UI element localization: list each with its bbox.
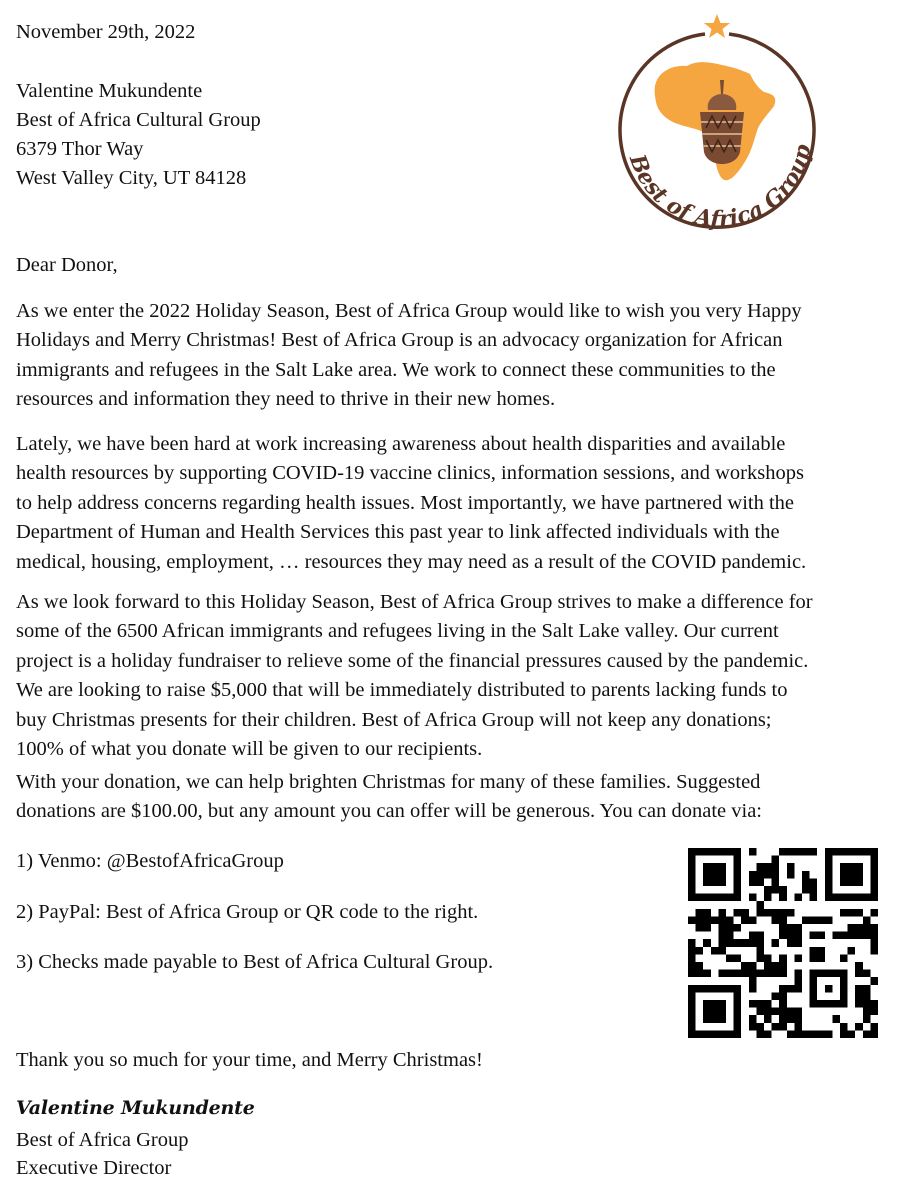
qr-module	[772, 939, 780, 947]
qr-module	[756, 947, 764, 955]
qr-module	[779, 894, 787, 902]
qr-module	[810, 1030, 818, 1038]
qr-module	[756, 1000, 764, 1008]
qr-module	[794, 1008, 802, 1016]
qr-module	[734, 939, 742, 947]
qr-module	[741, 939, 749, 947]
qr-module	[794, 977, 802, 985]
paragraph-2-line: Department of Human and Health Services this past year to link affected individuals with the	[16, 521, 780, 544]
qr-module	[779, 962, 787, 970]
qr-module	[764, 962, 772, 970]
qr-module	[718, 924, 726, 932]
sender-street: 6379 Thor Way	[16, 138, 144, 160]
paragraph-4-line: donations are $100.00, but any amount you can offer will be generous. You can donate via:	[16, 800, 762, 823]
qr-module	[749, 977, 757, 985]
qr-module	[779, 909, 787, 917]
qr-module	[870, 939, 878, 947]
qr-module	[734, 970, 742, 978]
qr-module	[726, 939, 734, 947]
qr-module	[810, 932, 818, 940]
qr-module	[870, 977, 878, 985]
qr-module	[756, 901, 764, 909]
qr-module	[855, 909, 863, 917]
qr-module	[696, 924, 704, 932]
qr-module	[855, 985, 863, 993]
best-of-africa-group-logo	[602, 10, 832, 240]
qr-module	[779, 992, 787, 1000]
qr-module	[863, 924, 871, 932]
qr-module	[764, 1015, 772, 1023]
qr-module	[863, 1015, 871, 1023]
qr-module	[787, 871, 795, 879]
qr-module	[787, 848, 795, 856]
qr-module	[772, 962, 780, 970]
qr-module	[870, 947, 878, 955]
qr-module	[688, 916, 696, 924]
qr-module	[787, 1030, 795, 1038]
paragraph-3-line: We are looking to raise $5,000 that will be immediately distributed to parents lacking funds to	[16, 679, 788, 702]
paragraph-3-line: 100% of what you donate will be given to our recipients.	[16, 738, 483, 761]
qr-module	[794, 848, 802, 856]
qr-module	[703, 970, 711, 978]
qr-module	[756, 871, 764, 879]
qr-module	[870, 1030, 878, 1038]
qr-module	[832, 1015, 840, 1023]
qr-module	[802, 886, 810, 894]
qr-module	[810, 954, 818, 962]
qr-module	[794, 1023, 802, 1031]
qr-module	[741, 970, 749, 978]
qr-module	[832, 932, 840, 940]
qr-module	[703, 939, 711, 947]
qr-module	[794, 939, 802, 947]
qr-module	[688, 954, 696, 962]
signature-org: Best of Africa Group	[16, 1129, 189, 1151]
qr-module	[810, 886, 818, 894]
qr-module	[840, 954, 848, 962]
qr-module	[718, 916, 726, 924]
qr-module	[802, 878, 810, 886]
paragraph-3-line: As we look forward to this Holiday Season, Best of Africa Group strives to make a difference for	[16, 591, 813, 613]
signature-script: Valentine Mukundente	[16, 1097, 255, 1119]
qr-module	[855, 1023, 863, 1031]
qr-module	[756, 939, 764, 947]
star-icon	[704, 14, 730, 38]
qr-module	[779, 985, 787, 993]
letter-date: November 29th, 2022	[16, 21, 196, 43]
qr-module	[688, 947, 696, 955]
qr-module	[711, 916, 719, 924]
qr-module	[756, 1008, 764, 1016]
qr-module	[764, 1000, 772, 1008]
qr-module	[749, 894, 757, 902]
qr-module	[718, 970, 726, 978]
qr-module	[848, 947, 856, 955]
qr-module	[764, 970, 772, 978]
qr-module	[772, 1023, 780, 1031]
qr-module	[779, 970, 787, 978]
paragraph-2-line: health resources by supporting COVID-19 vaccine clinics, information sessions, and workshops	[16, 462, 804, 485]
qr-module	[764, 863, 772, 871]
qr-module	[749, 970, 757, 978]
qr-module	[863, 1008, 871, 1016]
qr-module	[756, 863, 764, 871]
qr-module	[787, 909, 795, 917]
qr-module	[863, 992, 871, 1000]
qr-module	[688, 962, 696, 970]
qr-module	[779, 1015, 787, 1023]
qr-module	[855, 932, 863, 940]
qr-module	[718, 947, 726, 955]
qr-module	[749, 916, 757, 924]
sender-org: Best of Africa Cultural Group	[16, 109, 261, 131]
qr-module	[817, 932, 825, 940]
qr-module	[749, 871, 757, 879]
qr-module	[749, 878, 757, 886]
qr-module	[749, 848, 757, 856]
qr-module	[794, 894, 802, 902]
qr-module	[749, 932, 757, 940]
qr-module	[848, 932, 856, 940]
qr-module	[779, 848, 787, 856]
salutation: Dear Donor,	[16, 254, 118, 276]
qr-module	[870, 932, 878, 940]
paragraph-2-line: medical, housing, employment, … resources they may need as a result of the COVID pandemic.	[16, 550, 807, 573]
qr-module	[764, 871, 772, 879]
qr-module	[787, 863, 795, 871]
qr-module	[840, 932, 848, 940]
qr-module	[870, 1000, 878, 1008]
qr-module	[718, 909, 726, 917]
qr-module	[870, 909, 878, 917]
qr-module	[779, 954, 787, 962]
qr-module	[787, 924, 795, 932]
qr-module	[703, 916, 711, 924]
qr-module	[779, 932, 787, 940]
qr-module	[863, 970, 871, 978]
qr-module	[696, 916, 704, 924]
qr-module	[787, 939, 795, 947]
qr-module	[810, 878, 818, 886]
qr-module	[726, 916, 734, 924]
qr-module	[749, 1015, 757, 1023]
qr-module	[825, 1030, 833, 1038]
qr-module	[772, 1008, 780, 1016]
qr-module	[855, 992, 863, 1000]
qr-module	[794, 970, 802, 978]
qr-module	[779, 924, 787, 932]
qr-module	[741, 909, 749, 917]
paragraph-1-line: immigrants and refugees in the Salt Lake area. We work to connect these communities to the	[16, 358, 776, 381]
qr-module	[840, 1030, 848, 1038]
qr-module	[863, 916, 871, 924]
qr-module	[810, 894, 818, 902]
qr-module	[756, 1023, 764, 1031]
qr-module	[764, 1008, 772, 1016]
qr-module	[870, 1023, 878, 1031]
qr-module	[688, 970, 696, 978]
paragraph-3-line: project is a holiday fundraiser to relieve some of the financial pressures caused by the pandemic.	[16, 649, 809, 672]
paragraph-2-line: to help address concerns regarding health issues. Most importantly, we have partnered with the	[16, 491, 795, 514]
qr-module	[772, 886, 780, 894]
qr-module	[787, 932, 795, 940]
qr-module	[749, 1000, 757, 1008]
qr-module	[817, 916, 825, 924]
qr-module	[741, 962, 749, 970]
qr-module	[756, 954, 764, 962]
qr-module	[741, 916, 749, 924]
qr-module	[779, 1000, 787, 1008]
qr-module	[855, 970, 863, 978]
qr-module	[810, 947, 818, 955]
qr-module	[756, 932, 764, 940]
qr-module	[726, 924, 734, 932]
paragraph-1-line: Holidays and Merry Christmas! Best of Africa Group is an advocacy organization for African	[16, 329, 783, 352]
qr-module	[749, 1023, 757, 1031]
qr-module	[863, 985, 871, 993]
qr-module	[756, 1030, 764, 1038]
paragraph-1-line: resources and information they need to thrive in their new homes.	[16, 388, 556, 411]
qr-module	[703, 909, 711, 917]
qr-module	[802, 916, 810, 924]
qr-module	[749, 939, 757, 947]
qr-module	[772, 970, 780, 978]
qr-module	[863, 932, 871, 940]
qr-module	[756, 909, 764, 917]
paragraph-1	[16, 297, 911, 415]
qr-module	[848, 924, 856, 932]
qr-module	[696, 909, 704, 917]
qr-module	[756, 970, 764, 978]
qr-module	[718, 932, 726, 940]
paragraph-4	[16, 768, 911, 827]
donation-method-paypal: 2) PayPal: Best of Africa Group or QR code to the right.	[16, 901, 479, 923]
signature-title: Executive Director	[16, 1157, 172, 1179]
qr-module	[794, 954, 802, 962]
qr-module	[840, 1023, 848, 1031]
qr-module	[794, 932, 802, 940]
qr-module	[718, 939, 726, 947]
paragraph-2	[16, 430, 911, 577]
paypal-qr-code	[688, 848, 878, 1038]
qr-module	[817, 1030, 825, 1038]
qr-module	[772, 871, 780, 879]
sender-name: Valentine Mukundente	[16, 80, 203, 102]
qr-module	[840, 909, 848, 917]
qr-module	[870, 1008, 878, 1016]
qr-module	[787, 1008, 795, 1016]
qr-module	[726, 932, 734, 940]
paragraph-1-line: As we enter the 2022 Holiday Season, Best of Africa Group would like to wish you very Happy	[16, 300, 802, 322]
qr-module	[711, 947, 719, 955]
qr-module	[764, 1030, 772, 1038]
qr-module	[855, 1000, 863, 1008]
qr-module	[802, 848, 810, 856]
qr-module	[794, 1030, 802, 1038]
qr-module	[772, 992, 780, 1000]
qr-module	[696, 962, 704, 970]
qr-module	[696, 947, 704, 955]
paragraph-3-line: some of the 6500 African immigrants and refugees living in the Salt Lake valley. Our current	[16, 620, 779, 643]
logo-text: Best of Africa Group	[623, 141, 817, 233]
closing-line: Thank you so much for your time, and Merry Christmas!	[16, 1049, 483, 1071]
qr-module	[825, 916, 833, 924]
qr-module	[696, 970, 704, 978]
qr-module	[772, 863, 780, 871]
qr-module	[817, 954, 825, 962]
qr-module	[749, 962, 757, 970]
qr-module	[756, 878, 764, 886]
qr-module	[855, 924, 863, 932]
qr-module	[787, 1015, 795, 1023]
paragraph-3	[16, 588, 911, 764]
qr-module	[870, 924, 878, 932]
qr-module	[764, 909, 772, 917]
qr-module	[764, 954, 772, 962]
paragraph-4-line: With your donation, we can help brighten Christmas for many of these families. Suggested	[16, 771, 761, 793]
donation-method-checks: 3) Checks made payable to Best of Africa Cultural Group.	[16, 951, 494, 973]
qr-module	[772, 856, 780, 864]
qr-module	[726, 954, 734, 962]
paragraph-2-line: Lately, we have been hard at work increasing awareness about health disparities and available	[16, 433, 786, 455]
qr-module	[772, 909, 780, 917]
qr-module	[787, 985, 795, 993]
qr-module	[855, 962, 863, 970]
qr-module	[802, 871, 810, 879]
qr-module	[848, 909, 856, 917]
qr-module	[779, 886, 787, 894]
qr-module	[794, 1015, 802, 1023]
sender-city: West Valley City, UT 84128	[16, 167, 247, 189]
qr-module	[810, 848, 818, 856]
qr-module	[848, 1030, 856, 1038]
donation-method-venmo: 1) Venmo: @BestofAfricaGroup	[16, 850, 284, 872]
qr-module	[734, 954, 742, 962]
qr-module	[817, 947, 825, 955]
qr-module	[726, 970, 734, 978]
qr-module	[688, 939, 696, 947]
qr-module	[863, 1030, 871, 1038]
qr-module	[772, 916, 780, 924]
paragraph-3-line: buy Christmas presents for their children. Best of Africa Group will not keep any donations;	[16, 708, 772, 731]
qr-module	[764, 886, 772, 894]
qr-module	[734, 924, 742, 932]
qr-module	[734, 909, 742, 917]
qr-module	[810, 916, 818, 924]
qr-module	[703, 924, 711, 932]
qr-module	[794, 924, 802, 932]
qr-module	[779, 1023, 787, 1031]
qr-module	[749, 985, 757, 993]
qr-module	[779, 916, 787, 924]
qr-module	[794, 985, 802, 993]
qr-module	[772, 878, 780, 886]
qr-module	[779, 1008, 787, 1016]
qr-module	[863, 1000, 871, 1008]
qr-module	[764, 894, 772, 902]
qr-module	[802, 1030, 810, 1038]
